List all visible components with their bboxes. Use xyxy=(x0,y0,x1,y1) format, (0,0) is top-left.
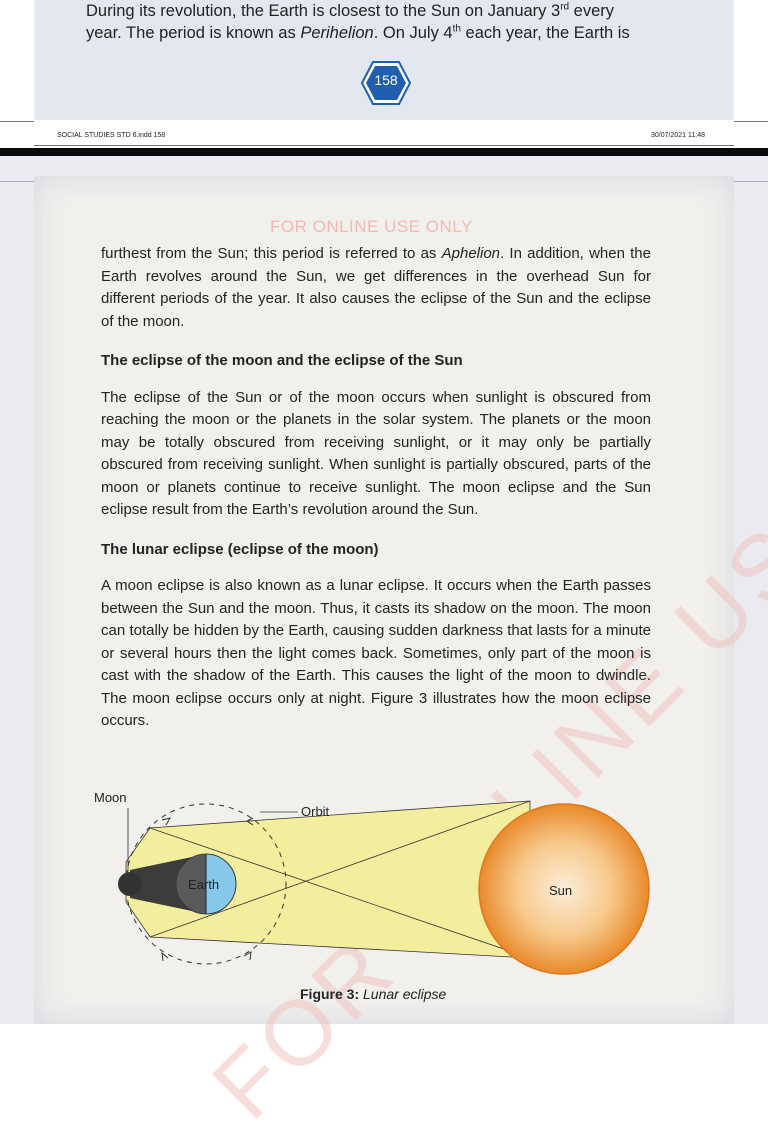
orbit-arrow xyxy=(162,818,170,825)
paragraph-eclipses: The eclipse of the Sun or of the moon occurs when sunlight is obscured from reaching the moon or the planets in the solar system. The planets or the moon may be totally obscured from receiving sunlight, or it may only be partially obscured from receiving sunlight. When sunlight is partially obscured, parts of the moon or planets continue to receive sunlight. The moon eclipse and the Sun eclipse result from the Earth’s revolution around the Sun. xyxy=(101,388,651,518)
orbit-label: Orbit xyxy=(301,804,330,819)
crop-mark xyxy=(734,181,768,182)
page-number: 158 xyxy=(374,72,398,88)
moon-label: Moon xyxy=(94,790,127,805)
watermark-top: FOR ONLINE USE ONLY xyxy=(270,217,473,236)
slug-timestamp: 30/07/2021 11:48 xyxy=(651,132,705,139)
previous-page-text xyxy=(86,0,676,44)
previous-page xyxy=(0,0,768,145)
previous-page-line-2: year. The period is known as Perihelion. On July 4th each year, the Earth is xyxy=(86,23,630,42)
figure-caption xyxy=(300,986,446,1002)
slug-file-name: SOCIAL STUDIES STD 6.indd 158 xyxy=(57,132,166,139)
orbit-arrow xyxy=(162,953,168,961)
moon-body xyxy=(118,872,142,896)
lunar-eclipse-figure xyxy=(88,786,668,976)
previous-page-line-1: During its revolution, the Earth is closest to the Sun on January 3rd every xyxy=(86,1,615,20)
sun-label: Sun xyxy=(549,883,573,898)
heading-lunar-eclipse: The lunar eclipse (eclipse of the moon) xyxy=(101,540,379,558)
slug-divider xyxy=(34,145,734,146)
watermark-diagonal: FOR ONLINE USE xyxy=(193,457,768,1139)
crop-mark xyxy=(0,181,34,182)
figure-caption-title: Lunar eclipse xyxy=(363,986,447,1002)
earth-label: Earth xyxy=(188,877,220,892)
page-separator xyxy=(0,148,768,156)
figure-caption-number: Figure 3: xyxy=(300,986,360,1002)
heading-eclipses: The eclipse of the moon and the eclipse of the Sun xyxy=(101,352,463,369)
page-content xyxy=(101,243,651,733)
paragraph-intro: furthest from the Sun; this period is referred to as Aphelion. In addition, when the Earth revolves around the Sun, we get differences in the overhead Sun for different periods of the year. It also causes the eclipse of the Sun and the eclipse of the moon. xyxy=(101,245,651,330)
orbit-arrow xyxy=(244,952,251,960)
crop-mark xyxy=(734,121,768,122)
paragraph-lunar-eclipse: A moon eclipse is also known as a lunar eclipse. It occurs when the Earth passes between the Sun and the moon. Thus, it casts its shadow on the moon. The moon can totally be hidden by the Earth, causing sudden darkness that lasts for a minute or several hours then the light comes back. Sometimes, only part of the moon is cast with the shadow of the Earth. This causes the light of the moon to dwindle. The moon eclipse occurs only at night. Figure 3 illustrates how the moon eclipse occurs. xyxy=(101,577,651,729)
crop-mark xyxy=(0,121,34,122)
